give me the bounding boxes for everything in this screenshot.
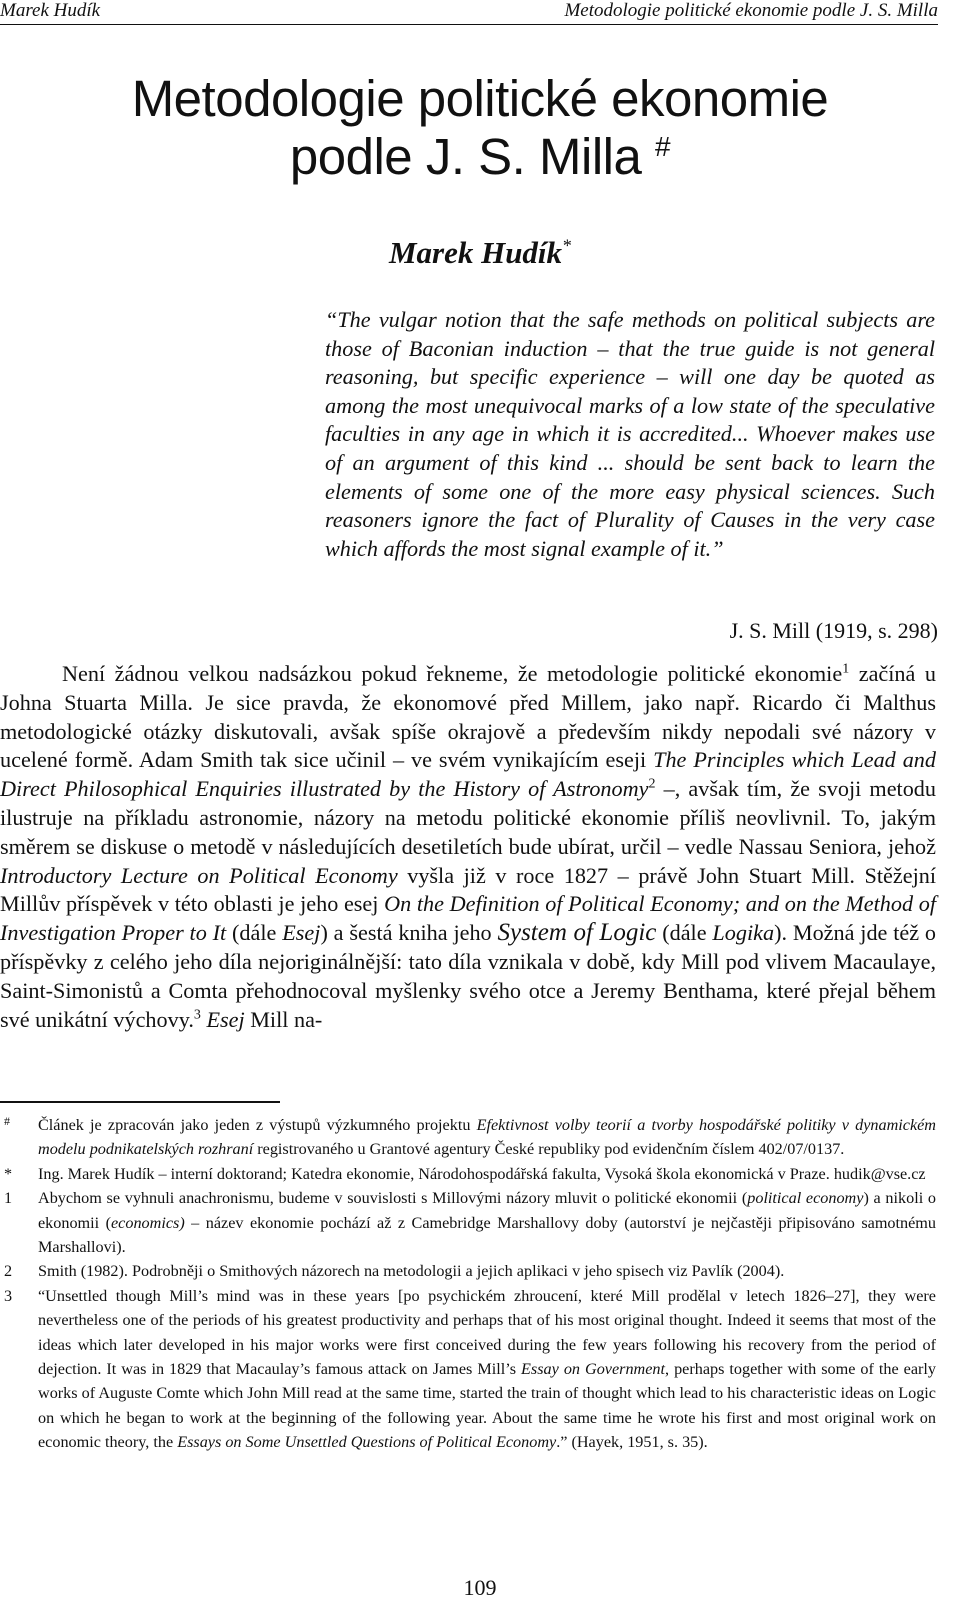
running-head-title: Metodologie politické ekonomie podle J. S. Milla: [564, 0, 938, 21]
author-name-text: Marek Hudík: [388, 235, 563, 270]
footnote-1: [0, 1186, 936, 1259]
author-name: [0, 235, 960, 271]
body-text-2: začíná u Johna Stuarta Milla. Je sice pravda, že ekonomové před Millem, jako např. Ricardo či Malthus metodologické otázky diskutovali, avšak spíše okrajově a především nikdy nepodali své názory v ucelené formě. Adam Smith tak sice učinil – ve svém vynikajícím eseji: [0, 661, 936, 773]
footnote-text: “Unsettled though Mill’s mind was in these years [po psychickém zhroucení, které Mill prodělal v letech 1826–27], they were nevertheless one of the periods of his greatest productivity and perhaps that of his most original thought. Indeed it seems that most of the ideas which later developed in his major works were first conceived during the few years following his recovery from the period of dejection. It was in 1829 that Macaulay’s famous attack on James Mill’s: [38, 1286, 936, 1379]
title-footnote-mark: #: [655, 131, 671, 162]
footnote-mark: 2: [4, 1262, 13, 1281]
epigraph-quote: “The vulgar notion that the safe methods on political subjects are those of Baconian induction – that the true guide is not general reasoning, but specific experience – will one day be quoted as among the most unequivocal marks of a low state of the speculative faculties in any age in which it is accredited... Whoever makes use of an argument of this kind ... should be sent back to learn the elements of some one of the more easy physical sciences. Such reasoners ignore the fact of Plurality of Causes in the very case which affords the most signal example of it.”: [325, 307, 935, 561]
footnote-ref-3: 3: [193, 1007, 201, 1023]
article-title-line-2-text: podle J. S. Milla: [289, 128, 642, 185]
body-text-7: (dále: [656, 920, 713, 946]
page-number: 109: [463, 1575, 497, 1600]
logika-abbrev: Logika: [712, 920, 775, 946]
footnote-divider: [0, 1101, 280, 1103]
esej-ref: Esej: [200, 1006, 245, 1032]
footnote-text: ) a nikoli o ekonomii (: [38, 1189, 936, 1232]
article-title: [0, 70, 960, 186]
body-text-3: –, avšak tím, že svoji metodu ilustruje na příkladu astronomie, názory na metodu politické ekonomie příliš neovlivnil. To, jakým směrem se diskuse o metodě v následujících desetiletích bude ubírat, určil – vedle Nassau Seniora, jehož: [0, 776, 936, 859]
footnote-italic: economics): [111, 1213, 185, 1232]
footnote-ref-1: 1: [842, 661, 850, 677]
footnote-star: [0, 1162, 936, 1186]
footnote-mark: #: [4, 1114, 10, 1128]
footnote-text: Článek je zpracován jako jeden z výstupů výzkumného projektu: [38, 1116, 477, 1134]
footnote-text: .” (Hayek, 1951, s. 35).: [556, 1433, 708, 1452]
author-footnote-mark: *: [562, 235, 572, 256]
body-text-1: Není žádnou velkou nadsázkou pokud řekneme, že metodologie politické ekonomie: [62, 661, 843, 686]
footnote-mark: *: [4, 1164, 13, 1183]
footnote-mark: 3: [4, 1286, 13, 1305]
footnote-text: Smith (1982). Podrobněji o Smithových názorech na metodologii a jejich aplikaci v jeho spisech viz Pavlík (2004).: [38, 1262, 785, 1281]
body-text-9: Mill na-: [244, 1006, 323, 1032]
running-head: [0, 0, 938, 25]
footnote-3: [0, 1284, 936, 1455]
footnote-italic: Efektivnost volby teorií a tvorby hospodářské politiky v dynamickém modelu podnikatelských rozhraní: [38, 1116, 937, 1159]
footnote-italic: Essay on Government: [521, 1360, 666, 1379]
footnote-text: , perhaps together with some of the early works of Auguste Comte which John Mill read at the same time, started the train of thought which lead to his characteristic ideas on Logic on which he began to work at the beginning of the following year. About the same time he wrote his first and most original work on economic theory, the: [38, 1360, 937, 1452]
system-of-logic-title: System of Logic: [497, 919, 657, 947]
footnote-hash: [0, 1113, 936, 1162]
article-title-line-2: [0, 128, 960, 186]
body-text-5: (dále: [226, 920, 283, 946]
footnote-2: [0, 1259, 936, 1283]
footnotes: [0, 1113, 936, 1455]
footnote-mark: 1: [4, 1189, 13, 1208]
body-paragraph: [0, 660, 936, 1034]
senior-lecture-title: Introductory Lecture on Political Economy: [0, 862, 398, 888]
epigraph-source: J. S. Mill (1919, s. 298): [729, 618, 938, 643]
running-head-author: Marek Hudík: [0, 0, 101, 21]
esej-abbrev: Esej: [282, 920, 321, 946]
body-text-8: ). Možná jde též o příspěvky z celého jeho díla nejoriginálnější: tato díla vznikala v době, kdy Mill pod vlivem Macaulaye, Saint-Simonistů a Comta přehodnocoval myšlenky svého otce a Jeremy Benthama, které přejal během své unikátní výchovy.: [0, 920, 937, 1032]
smith-essay-title: The Principles which Lead and Direct Philosophical Enquiries illustrated by the History of Astronomy: [0, 747, 936, 802]
footnote-text: – název ekonomie pochází až z Camebridge Marshallovy doby (autorství je nejčastěji připisováno samotnému Marshallovi).: [38, 1213, 936, 1257]
body-text-6: ) a šestá kniha jeho: [320, 920, 498, 946]
article-title-line-1: Metodologie politické ekonomie: [131, 70, 829, 127]
footnote-text: registrovaného u Grantové agentury České republiky pod evidenčním číslem 402/07/0137.: [253, 1140, 845, 1159]
body-text-4: vyšla již v roce 1827 – právě John Stuart Mill. Stěžejní Millův příspěvek v této oblasti je jeho esej: [0, 862, 936, 917]
footnote-italic: Essays on Some Unsettled Questions of Political Economy: [177, 1433, 557, 1452]
footnote-text: Abychom se vyhnuli anachronismu, budeme v souvislosti s Millovými názory mluvit o politické ekonomii (: [38, 1189, 748, 1208]
footnote-ref-2: 2: [648, 776, 656, 792]
footnote-text: Ing. Marek Hudík – interní doktorand; Katedra ekonomie, Národohospodářská fakulta, Vysoká škola ekonomická v Praze. hudik@vse.cz: [38, 1164, 926, 1183]
footnote-italic: political economy: [747, 1189, 864, 1208]
mill-essay-title: On the Definition of Political Economy; and on the Method of Investigation Proper to It: [0, 891, 936, 946]
